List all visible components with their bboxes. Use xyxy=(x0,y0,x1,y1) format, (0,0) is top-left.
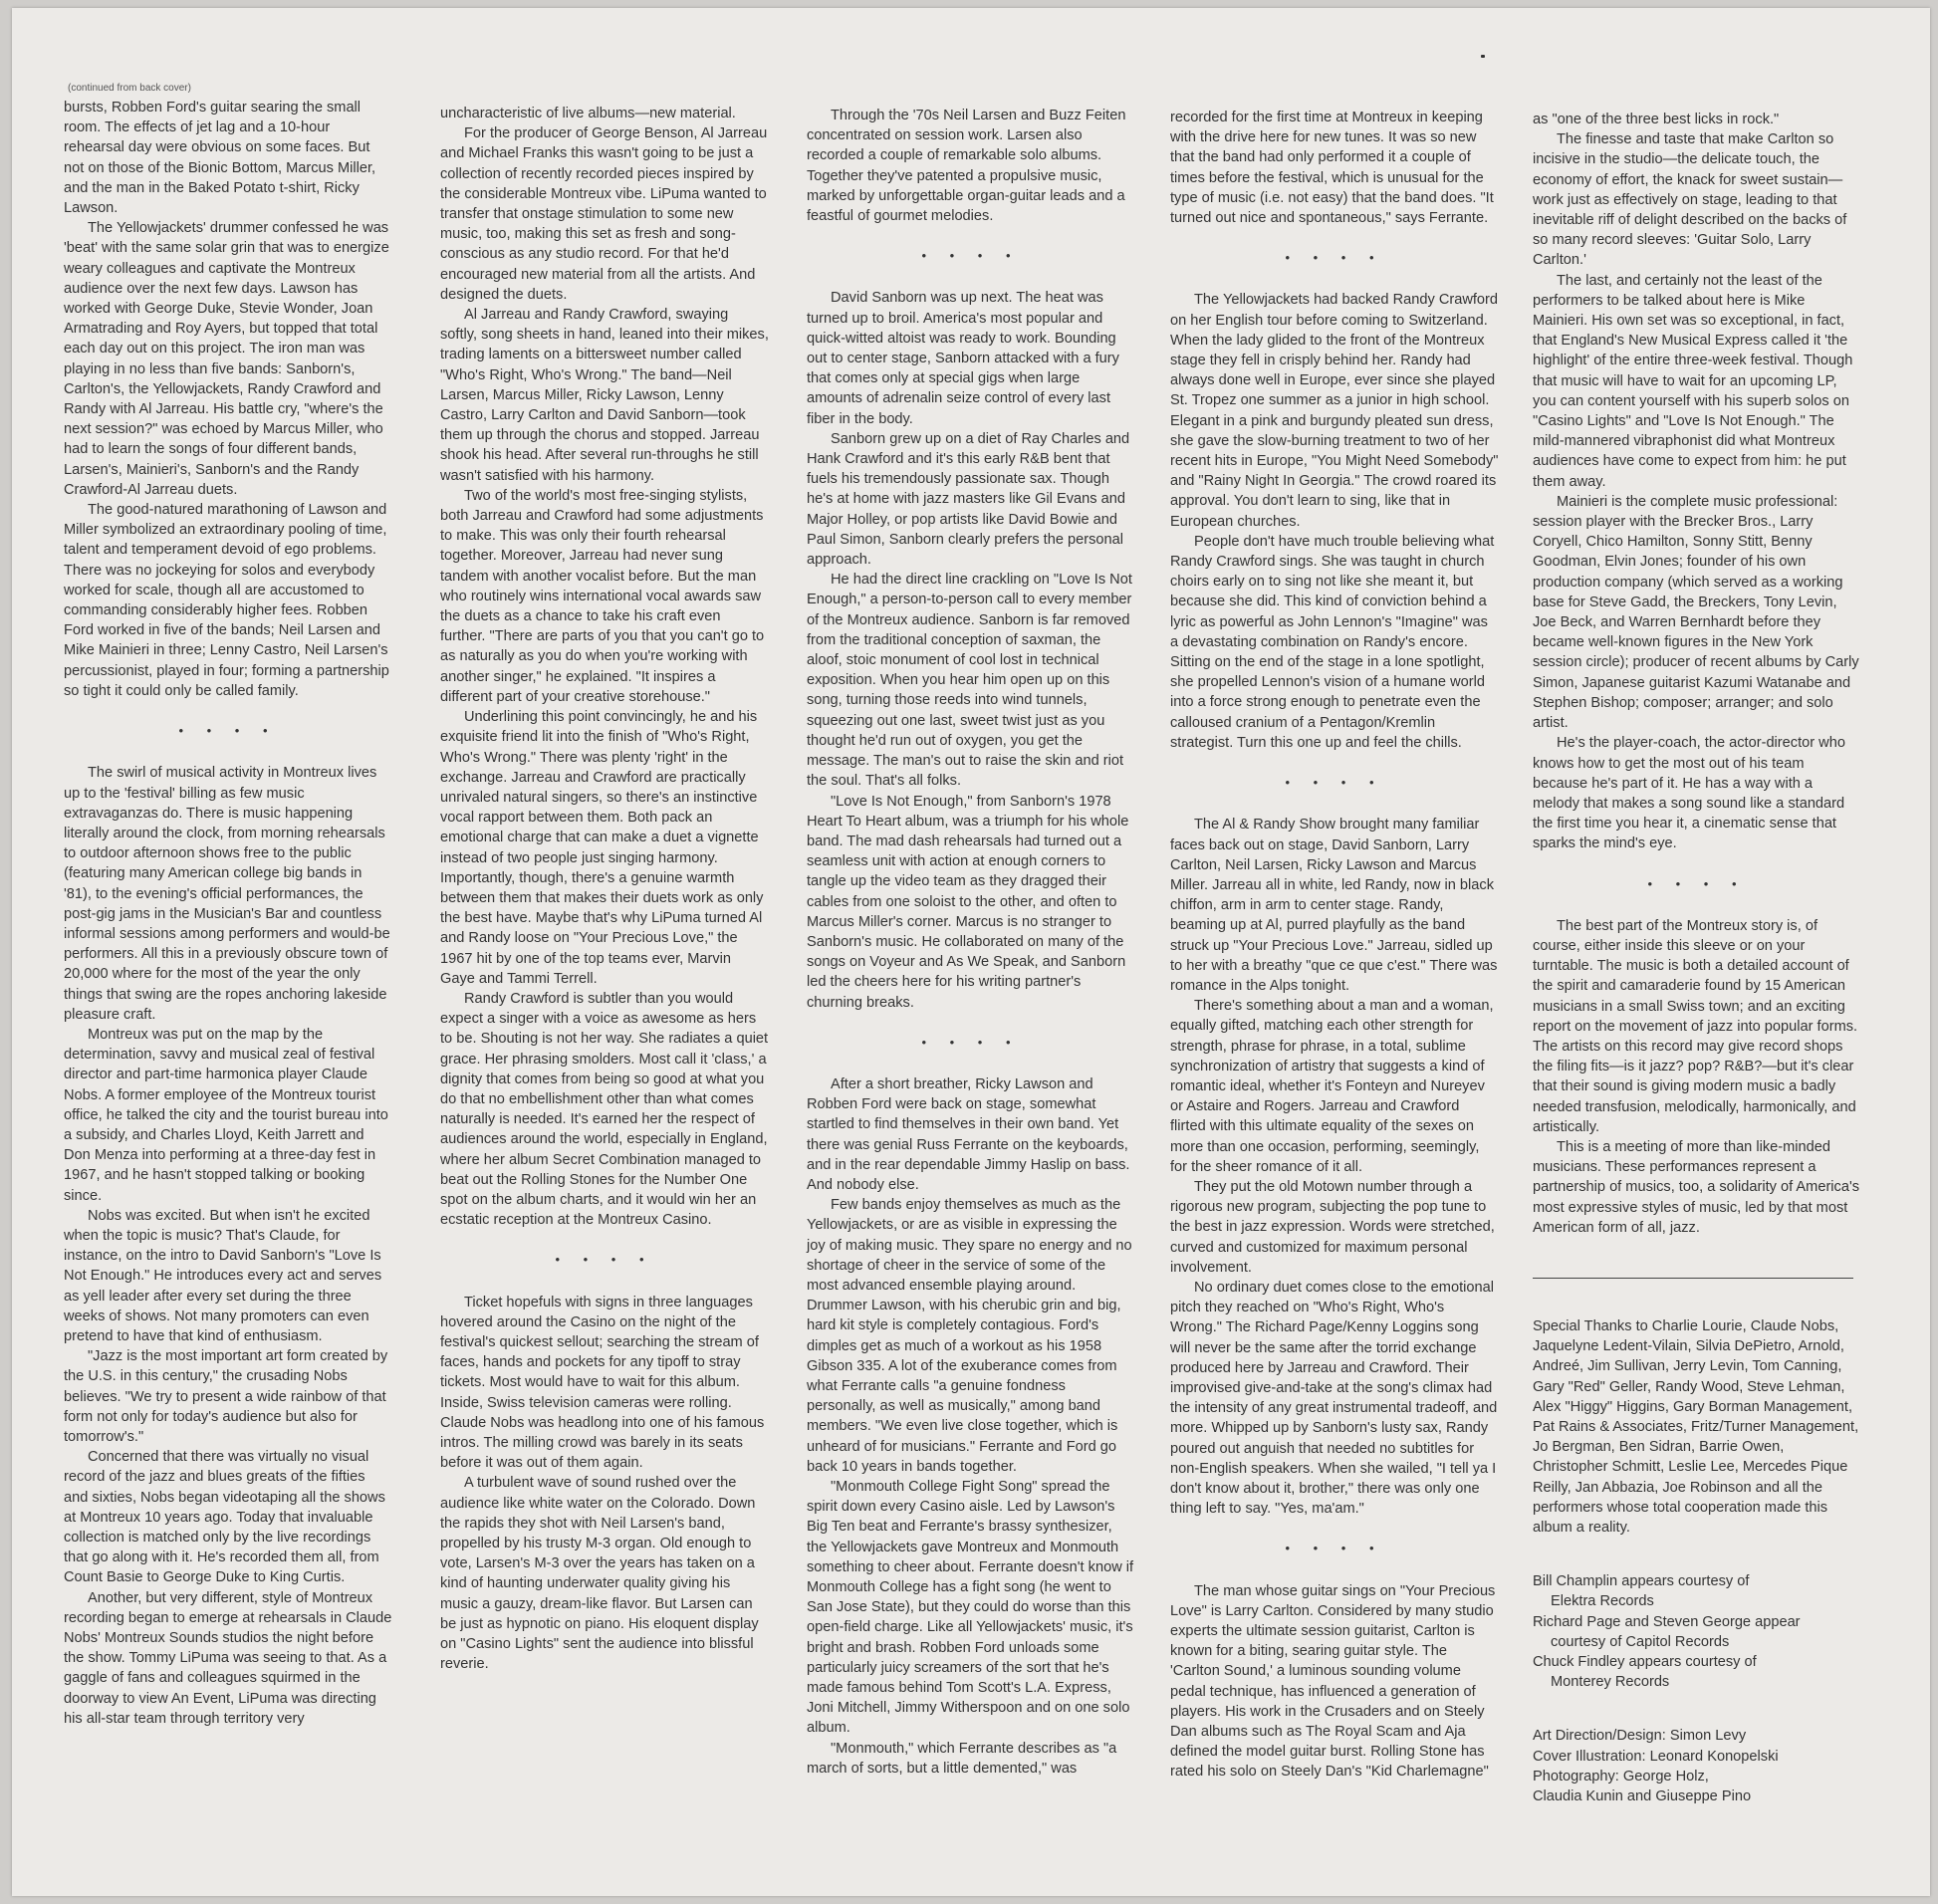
paragraph: No ordinary duet comes close to the emotional pitch they reached on "Who's Right, Who's Wrong." The Richard Page/Kenny Loggins song will never be the same after the torrid exchange produced here by Jarreau and Crawford. Their improvised give-and-take at the song's climax had the intensity of any great instrumental tradeoff, and more. Whipped up by Sanborn's lusty sax, Randy poured out anguish that needed no subtitles for non-English speakers. When she wailed, "I tell ya I don't know about it, brother," there was only one thing left to say. "Yes, ma'am." xyxy=(1170,1279,1498,1518)
paragraph: For the producer of George Benson, Al Jarreau and Michael Franks this wasn't going to be just a collection of recently recorded pieces inspired by the considerable Montreux vibe. LiPuma wanted to transfer that onstage stimulation to some new music, too, making this set as fresh and song-conscious as any studio record. For that he'd encouraged new material from all the artists. And designed the duets. xyxy=(440,125,768,303)
paragraph: Two of the world's most free-singing stylists, both Jarreau and Crawford had some adjustments to make. This was only their fourth rehearsal together. Moreover, Jarreau had never sung tandem with another vocalist before. But the man who routinely wins international vocal awards saw the duets as a chance to take his craft even further. "There are parts of you that you can't go to as naturally as you do when you're working with another singer," he explained. "It inspires a different part of your creative storehouse." xyxy=(440,487,765,705)
section-divider: • • • • xyxy=(921,248,1021,264)
paragraph: The Yellowjackets' drummer confessed he was 'beat' with the same solar grin that was to energize weary colleagues and captivate the Montreux audience over the next few days. Lawson has worked with George Duke, Stevie Wonder, Joan Armatrading and Roy Ayers, but topped that total each day out on this project. The iron man was playing in no less than five bands: Sanborn's, Carlton's, the Yellowjackets, Randy Crawford and Randy with Al Jarreau. His battle cry, "where's the next session?" was echoed by Marcus Miller, who had to learn the songs of four different bands, Larsen's, Mainieri's, Sanborn's and the Randy Crawford-Al Jarreau duets. xyxy=(64,220,389,498)
paragraph: Mainieri is the complete music professional: session player with the Brecker Bros., Larry Coryell, Chico Hamilton, Sonny Stitt, Benny Goodman, Elvin Jones; founder of his own production company (which served as a working base for Steve Gadd, the Breckers, Tony Levin, Joe Beck, and Warren Bernhardt before they became well-known figures in the New York session circle); producer of recent albums by Carly Simon, Japanese guitarist Kazumi Watanabe and Stephen Bishop; composer; arranger; and solo artist. xyxy=(1533,493,1859,732)
paragraph: He's the player-coach, the actor-director who knows how to get the most out of his team because he's part of it. He has a way with a melody that makes a song sound like a standard the first time you hear it, a cinematic sense that sparks the mind's eye. xyxy=(1533,735,1845,852)
courtesy-line: Chuck Findley appears courtesy of xyxy=(1533,1654,1757,1671)
paragraph: Ticket hopefuls with signs in three languages hovered around the Casino on the night of the festival's quickest sellout; searching the stream of faces, hands and pockets for any tipoff to stray tickets. Most would have to wait for this album. Inside, Swiss television cameras were rolling. Claude Nobs was headlong into one of his famous intros. The milling crowd was barely in its seats before it was out of them again. xyxy=(440,1294,765,1472)
courtesy-line: Elektra Records xyxy=(1551,1593,1654,1610)
paragraph: They put the old Motown number through a rigorous new program, subjecting the pop tune to the best in jazz expression. Words were stretched, curved and customized for maximum personal involvement. xyxy=(1170,1178,1495,1276)
paragraph: "Monmouth College Fight Song" spread the spirit down every Casino aisle. Led by Lawson's Big Ten beat and Ferrante's brassy synthesizer, the Yellowjackets gave Montreux and Monmouth something to cheer about. Ferrante doesn't know if Monmouth College has a fight song (he went to San Jose State), but they could do worse than this open-field charge. Like all Yellowjackets' music, it's bright and brash. Robben Ford unloads some particularly juicy screamers of the sort that he's made famous behind Tom Scott's L.A. Express, Joni Mitchell, Jimmy Witherspoon and on one solo album. xyxy=(807,1479,1134,1737)
courtesy-line: courtesy of Capitol Records xyxy=(1551,1633,1730,1650)
section-divider: • • • • xyxy=(555,1252,654,1268)
credits xyxy=(1533,1316,1861,1806)
column-2 xyxy=(440,104,769,1674)
horizontal-rule xyxy=(1533,1278,1853,1279)
section-divider: • • • • xyxy=(1285,250,1384,266)
paragraph: The Yellowjackets had backed Randy Crawford on her English tour before coming to Switzerland. When the lady glided to the front of the Montreux stage they fell in crisply behind her. Randy had always done well in Europe, ever since she played St. Tropez one summer as a junior in high school. Elegant in a pink and burgundy pleated sun dress, she gave the slow-burning treatment to two of her recent hits in Europe, "You Might Need Somebody" and "Rainy Night In Georgia." The crowd roared its approval. You don't learn to sing, like that in European churches. xyxy=(1170,292,1499,530)
paragraph: He had the direct line crackling on "Love Is Not Enough," a person-to-person call to every member of the Montreux audience. Sanborn is far removed from the traditional conception of saxman, the aloof, stoic monument of cool lost in technical exposition. When you hear him open up on this song, turning those reeds into wind tunnels, squeezing out one last, sweet twist just as you thought he'd run out of oxygen, you get the message. The man's out to raise the skin and riot the soul. That's all folks. xyxy=(807,572,1132,790)
paragraph: Concerned that there was virtually no visual record of the jazz and blues greats of the fifties and sixties, Nobs began videotaping all the shows at Montreux 10 years ago. Today that invaluable collection is matched only by the live recordings that go along with it. He's recorded them all, from Count Basie to George Duke to King Curtis. xyxy=(64,1449,385,1586)
continued-label: (continued from back cover) xyxy=(68,83,191,94)
paragraph: A turbulent wave of sound rushed over the audience like white water on the Colorado. Down the rapids they shot with Neil Larsen's band, propelled by his trusty M-3 organ. Old enough to vote, Larsen's M-3 over the years has taken on a kind of haunting underwater quality giving his music a gauzy, dream-like flavor. But Larsen can be just as hypnotic on piano. His eloquent display on "Casino Lights" sent the audience into blissful reverie. xyxy=(440,1475,759,1673)
paragraph: Nobs was excited. But when isn't he excited when the topic is music? That's Claude, for instance, on the intro to David Sanborn's "Love Is Not Enough." He introduces every act and serves as yell leader after every set during the three weeks of shows. Not many promoters can even pretend to have that kind of enthusiasm. xyxy=(64,1207,382,1344)
paragraph: This is a meeting of more than like-minded musicians. These performances represent a partnership of musics, too, a solidarity of America's most expressive styles of music, led by that most American form of all, jazz. xyxy=(1533,1138,1860,1236)
column-3 xyxy=(807,106,1135,1779)
cover-illustration-credit: Cover Illustration: Leonard Konopelski xyxy=(1533,1748,1779,1765)
paragraph: bursts, Robben Ford's guitar searing the small room. The effects of jet lag and a 10-hour rehearsal day were obvious on some faces. But not on those of the Bionic Bottom, Marcus Miller, and the man in the Baked Potato t-shirt, Ricky Lawson. xyxy=(64,100,376,217)
paragraph: as "one of the three best licks in rock." xyxy=(1533,112,1780,127)
photography-credit-cont: Claudia Kunin and Giuseppe Pino xyxy=(1533,1788,1752,1805)
column-1 xyxy=(64,82,392,1729)
art-direction-credit: Art Direction/Design: Simon Levy xyxy=(1533,1728,1747,1745)
paragraph: Underlining this point convincingly, he and his exquisite friend lit into the finish of "Who's Right, Who's Wrong." There was plenty 'right' in the exchange. Jarreau and Crawford are practically unrivaled natural singers, so there's an instinctive vocal rapport between them. Both pack an emotional charge that can make a duet a vignette instead of two people just singing harmony. Importantly, though, there's a genuine warmth between them that makes their duets work as only the best have. Maybe that's why LiPuma turned Al and Randy loose on "Your Precious Love," the 1967 hit by one of the top teams ever, Marvin Gaye and Tammi Terrell. xyxy=(440,709,764,987)
paragraph: David Sanborn was up next. The heat was turned up to broil. America's most popular and quick-witted altoist was ready to work. Bounding out to center stage, Sanborn attacked with a fury that comes only at special gigs when large amounts of adrenalin seize control of every last fiber in the body. xyxy=(807,290,1119,427)
paragraph: After a short breather, Ricky Lawson and Robben Ford were back on stage, somewhat startled to find themselves in their own band. Yet there was genial Russ Ferrante on the keyboards, and in the rear dependable Jimmy Haslip on bass. And nobody else. xyxy=(807,1075,1130,1193)
paragraph: There's something about a man and a woman, equally gifted, matching each other strength for strength, phrase for phrase, in a total, sublime synchronization of artistry that suggests a kind of romantic ideal, whether it's Fonteyn and Nureyev or Astaire and Rogers. Jarreau and Crawford flirted with this ultimate equality of the sexes on more than one occasion, performing, seemingly, for the sheer romance of it all. xyxy=(1170,998,1494,1175)
paragraph: Another, but very different, style of Montreux recording began to emerge at rehearsals in Claude Nobs' Montreux Sounds studios the night before the show. Tommy LiPuma was seeing to that. As a gaggle of fans and colleagues squirmed in the doorway to view An Event, LiPuma was directing his all-star team through territory very xyxy=(64,1589,392,1727)
paragraph: The swirl of musical activity in Montreux lives up to the 'festival' billing as few music extravaganzas do. There is music happening literally around the clock, from morning rehearsals to outdoor afternoon shows free to the public (featuring many American college big bands in '81), to the evening's official performances, the post-gig jams in the Musician's Bar and countless informal sessions among performers and would-be performers. All this in a previously obscure town of 20,000 where for the most of the year the only things that swing are the ropes anchoring lakeside pleasure craft. xyxy=(64,765,390,1023)
section-divider: • • • • xyxy=(178,723,278,739)
paragraph: Montreux was put on the map by the determination, savvy and musical zeal of festival director and part-time harmonica player Claude Nobs. A former employee of the Montreux tourist office, he talked the city and the tourist bureau into a subsidy, and Charles Lloyd, Keith Jarrett and Don Menza into performing at a three-day fest in 1967, and he hasn't stopped talking or booking since. xyxy=(64,1026,388,1204)
paragraph: "Monmouth," which Ferrante describes as "a march of sorts, but a little demented," was xyxy=(807,1740,1117,1777)
liner-notes-sheet xyxy=(12,8,1930,1896)
column-4 xyxy=(1170,108,1499,1783)
column-5 xyxy=(1533,110,1861,1806)
paragraph: "Jazz is the most important art form created by the U.S. in this century," the crusading Nobs believes. "We try to present a wide rainbow of that form not only for today's audience but also for tomorrow's." xyxy=(64,1348,388,1445)
courtesy-line: Bill Champlin appears courtesy of xyxy=(1533,1573,1750,1590)
courtesy-line: Richard Page and Steven George appear xyxy=(1533,1613,1801,1630)
paragraph: Few bands enjoy themselves as much as the Yellowjackets, or are as visible in expressing the joy of making music. They spare no energy and no shortage of cheer in the service of some of the most advanced ensemble playing around. Drummer Lawson, with his cherubic grin and big, hard kit style is completely contagious. Ford's dimples get as much of a workout as his 1958 Gibson 335. A lot of the exuberance comes from what Ferrante calls "a genuine fondness personally, as well as musically," among band members. "We even live close together, which is unheard of for musicians." Ferrante and Ford go back 10 years in bands together. xyxy=(807,1197,1132,1475)
section-divider: • • • • xyxy=(921,1034,1021,1050)
paragraph: recorded for the first time at Montreux in keeping with the drive here for new tunes. It was so new that the band had only performed it a couple of times before the festival, which is unusual for the type of music (i.e. not easy) that the band does. "It turned out nice and spontaneous," says Ferrante. xyxy=(1170,110,1494,227)
courtesy-line: Monterey Records xyxy=(1551,1674,1670,1691)
production-credits xyxy=(1533,1726,1861,1806)
paragraph: People don't have much trouble believing what Randy Crawford sings. She was taught in church choirs early on to sing not like she meant it, but because she did. This kind of conviction behind a lyric as powerful as John Lennon's "Imagine" was a devastating combination on Randy's encore. Sitting on the end of the stage in a lone spotlight, she propelled Lennon's vision of a humane world into a force strong enough to penetrate even the calloused cranium of a Pentagon/Kremlin strategist. Turn this one up and feel the chills. xyxy=(1170,533,1495,751)
section-divider: • • • • xyxy=(1285,1541,1384,1556)
paragraph: The best part of the Montreux story is, of course, either inside this sleeve or on your turntable. The music is both a detailed account of the spirit and camaraderie found by 15 American musicians in a small Swiss town; and an exciting report on the movement of jazz into popular forms. The artists on this record may give record shops the filing fits—is it jazz? pop? R&B?—but it's clear that their sound is giving modern music a badly needed transfusion, melodically, harmonically, and artistically. xyxy=(1533,917,1858,1135)
paragraph: uncharacteristic of live albums—new material. xyxy=(440,106,736,121)
paragraph: The man whose guitar sings on "Your Precious Love" is Larry Carlton. Considered by many studio experts the ultimate session guitarist, Carlton is known for a biting, searing guitar style. The 'Carlton Sound,' a luminous sounding volume pedal technique, has influenced a generation of players. His work in the Crusaders and on Steely Dan albums such as The Royal Scam and Aja defined the model guitar burst. Rolling Stone has rated his solo on Steely Dan's "Kid Charlemagne" xyxy=(1170,1582,1496,1781)
paragraph: Randy Crawford is subtler than you would expect a singer with a voice as awesome as hers to be. Shouting is not her way. She radiates a quiet grace. Her phrasing smolders. Most call it 'class,' a dignity that comes from being so good at what you do that no embellishment other than what comes naturally is needed. It's earned her the respect of audiences around the world, especially in England, where her album Secret Combination managed to beat out the Rolling Stones for the Number One spot on the album charts, and it would win her an ecstatic reception at the Montreux Casino. xyxy=(440,990,769,1229)
special-thanks: Special Thanks to Charlie Lourie, Claude Nobs, Jaquelyne Ledent-Vilain, Silvia DePietro, Arnold, Andreé, Jim Sullivan, Jerry Levin, Tom Canning, Gary "Red" Geller, Randy Wood, Steve Lehman, Alex "Higgy" Higgins, Gary Borman Management, Pat Rains & Associates, Fritz/Turner Management, Jo Bergman, Ben Sidran, Barrie Owen, Christopher Schmitt, Leslie Lee, Mercedes Pique Reilly, Jan Abbazia, Joe Robinson and all the performers whose total cooperation made this album a reality. xyxy=(1533,1317,1859,1536)
courtesy-notes xyxy=(1533,1571,1861,1692)
paragraph: Al Jarreau and Randy Crawford, swaying softly, song sheets in hand, leaned into their mikes, trading laments on a bittersweet number called "Who's Right, Who's Wrong." The band—Neil Larsen, Marcus Miller, Ricky Lawson, Lenny Castro, Larry Carlton and David Sanborn—took them up through the chorus and stopped. Jarreau shook his head. After several run-throughs he still wasn't satisfied with his harmony. xyxy=(440,307,769,484)
paragraph: The good-natured marathoning of Lawson and Miller symbolized an extraordinary pooling of time, talent and temperament devoid of ego problems. There was no jockeying for solos and everybody worked for scale, though all are accustomed to commanding considerably higher fees. Robben Ford worked in five of the bands; Neil Larsen and Mike Mainieri in three; Lenny Castro, Neil Larsen's percussionist, played in four; forming a partnership so tight it could only be called family. xyxy=(64,502,389,699)
photography-credit: Photography: George Holz, xyxy=(1533,1768,1709,1785)
paragraph: "Love Is Not Enough," from Sanborn's 1978 Heart To Heart album, was a triumph for his whole band. The mad dash rehearsals had turned out a seamless unit with action at enough corners to tangle up the video team as they dragged their cables from one soloist to the other, and often to Marcus Miller's corner. Marcus is no stranger to Sanborn's music. He collaborated on many of the songs on Voyeur and As We Speak, and Sanborn led the cheers here for his writing partner's churning breaks. xyxy=(807,793,1129,1011)
print-speck xyxy=(1481,55,1485,58)
paragraph: Through the '70s Neil Larsen and Buzz Feiten concentrated on session work. Larsen also recorded a couple of remarkable solo albums. Together they've patented a propulsive music, marked by unforgettable organ-guitar leads and a feastful of gourmet melodies. xyxy=(807,108,1126,225)
section-divider: • • • • xyxy=(1647,875,1747,891)
section-divider: • • • • xyxy=(1285,775,1384,791)
paragraph: Sanborn grew up on a diet of Ray Charles and Hank Crawford and it's this early R&B bent that fuels his tremendously passionate sax. Though he's at home with jazz masters like Gil Evans and Major Holley, or pop artists like David Bowie and Paul Simon, Sanborn clearly prefers the personal approach. xyxy=(807,430,1130,569)
paragraph: The last, and certainly not the least of the performers to be talked about here is Mike Mainieri. His own set was so exceptional, in fact, that England's New Musical Express called it 'the highlight' of the entire three-week festival. Though that music will have to wait for an upcoming LP, you can content yourself with his superb solos on "Casino Lights" and "Love Is Not Enough." The mild-mannered vibraphonist did what Montreux audiences have come to expect from him: he put them away. xyxy=(1533,272,1853,490)
paragraph: The finesse and taste that make Carlton so incisive in the studio—the delicate touch, the economy of effort, the knack for sweet sustain—work just as effectively on stage, leading to that inevitable riff of delight described on the backs of so many record sleeves: 'Guitar Solo, Larry Carlton.' xyxy=(1533,131,1847,269)
paragraph: The Al & Randy Show brought many familiar faces back out on stage, David Sanborn, Larry Carlton, Neil Larsen, Ricky Lawson and Marcus Miller. Jarreau all in white, led Randy, now in black chiffon, arm in arm to center stage. Randy, beaming up at Al, purred playfully as the band struck up "Your Precious Love." Jarreau, sidled up to her with a breathy "que ce que c'est." There was romance in the Alps tonight. xyxy=(1170,817,1498,994)
